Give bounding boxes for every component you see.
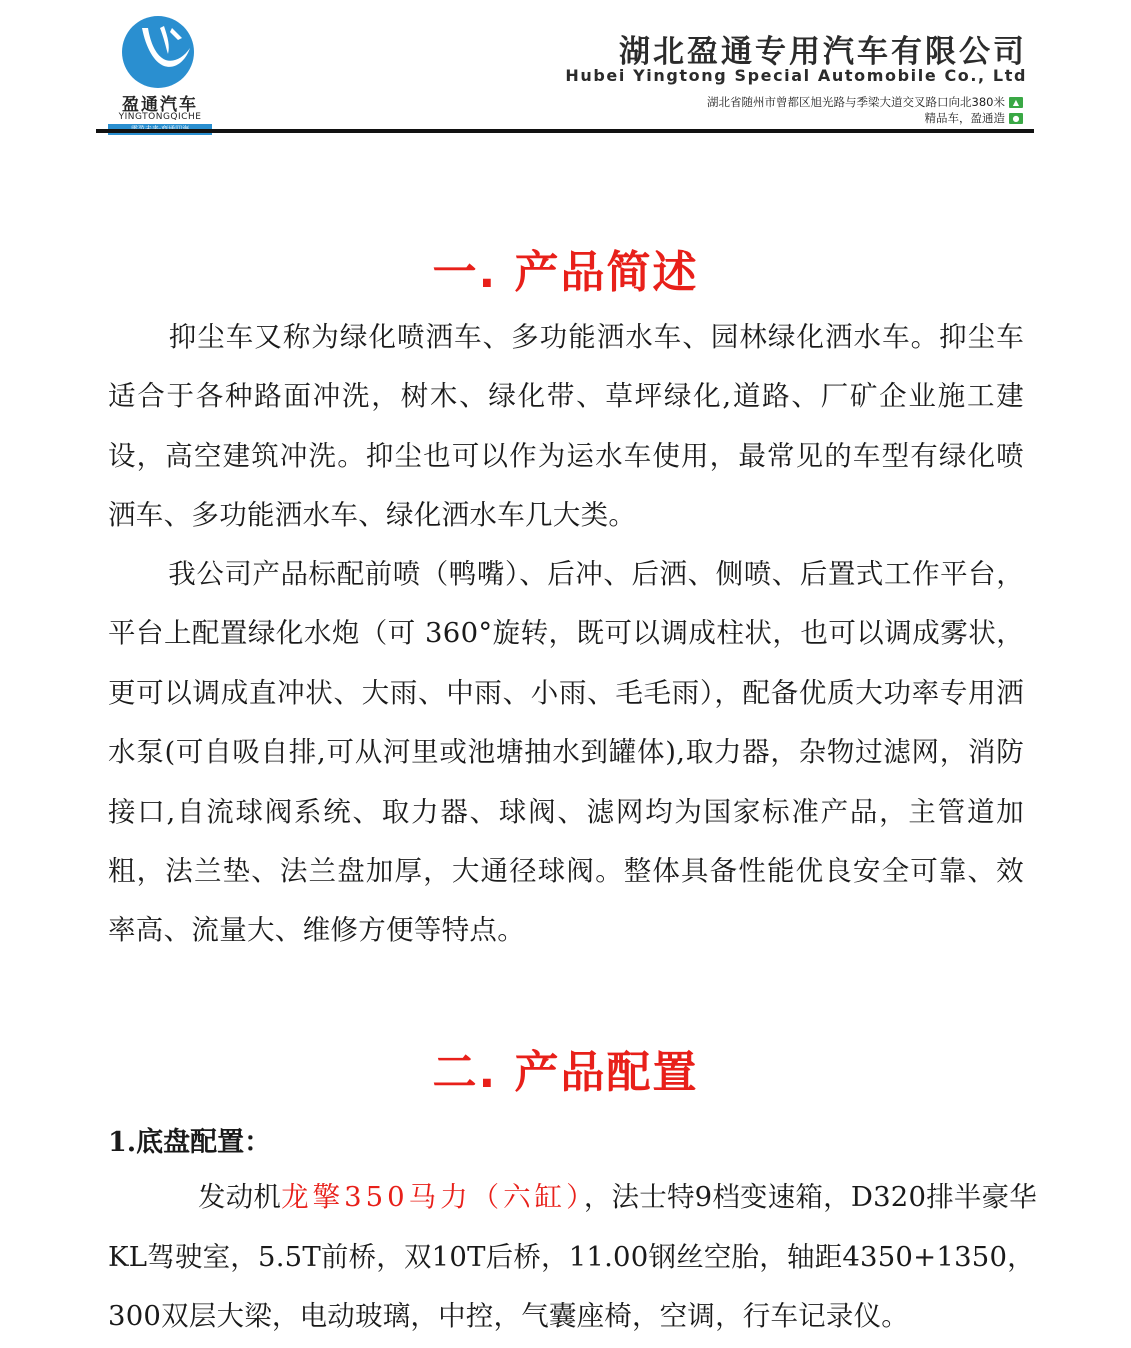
tagline-text: 精品车，盈通造: [924, 111, 1005, 125]
company-tagline: [925, 110, 1024, 126]
chassis-details: ，法士特9档变速箱，D320排半豪华KL驾驶室，5.5T前桥，双10T后桥，11.00钢丝空胎，轴距4350+1350，300双层大梁，电动玻璃，中控，气囊座椅，空调，行车记录仪。: [108, 1181, 1037, 1333]
logo-mark-icon: [120, 14, 196, 90]
section-title-overview: 一. 产品简述: [432, 247, 699, 298]
address-text: 湖北省随州市曾都区旭光路与季梁大道交叉路口向北380米: [707, 95, 1005, 109]
location-icon: ▲: [1009, 97, 1023, 108]
company-name-cn: 湖北盈通专用汽车有限公司: [619, 34, 1027, 70]
overview-paragraph-2-text: 我公司产品标配前喷（鸭嘴）、后冲、后洒、侧喷、后置式工作平台，平台上配置绿化水炮（可 360°旋转，既可以调成柱状，也可以调成雾状，更可以调成直冲状、大雨、中雨、小雨、毛毛雨），配备优质大功率专用洒水泵(可自吸自排,可从河里或池塘抽水到罐体),取力器，杂物过滤网，消防接口,自流球阀系统、取力器、球阀、滤网均为国家标准产品，主管道加粗，法兰垫、法兰盘加厚，大通径球阀。整体具备性能优良安全可靠、效率高、流量大、维修方便等特点。: [108, 558, 1024, 947]
chassis-heading: 1.底盘配置：: [108, 1127, 272, 1158]
company-name-en: Hubei Yingtong Special Automobile Co., Ltd: [565, 66, 1027, 85]
chassis-paragraph: [108, 1168, 1076, 1347]
overview-paragraph-1: [108, 308, 1024, 546]
overview-paragraph-2: [108, 545, 1024, 961]
company-logo: [104, 14, 216, 128]
chassis-prefix: 发动机: [198, 1181, 282, 1213]
company-address: [707, 94, 1023, 110]
header-rule: [96, 129, 1034, 133]
logo-name-en: YINGTONGQICHE: [118, 112, 202, 122]
overview-paragraph-1-text: 抑尘车又称为绿化喷洒车、多功能洒水车、园林绿化洒水车。抑尘车适合于各种路面冲洗，树木、绿化带、草坪绿化,道路、厂矿企业施工建设，高空建筑冲洗。抑尘也可以作为运水车使用，最常见的车型有绿化喷洒车、多功能洒水车、绿化洒水车几大类。: [108, 321, 1024, 532]
chassis-engine-highlight: 龙擎350马力（六缸）: [281, 1181, 584, 1213]
leaf-icon: ●: [1009, 113, 1023, 124]
letterhead: [0, 0, 1131, 140]
logo-name-cn: 盈通汽车: [122, 95, 198, 115]
section-title-configuration: 二. 产品配置: [432, 1047, 699, 1098]
